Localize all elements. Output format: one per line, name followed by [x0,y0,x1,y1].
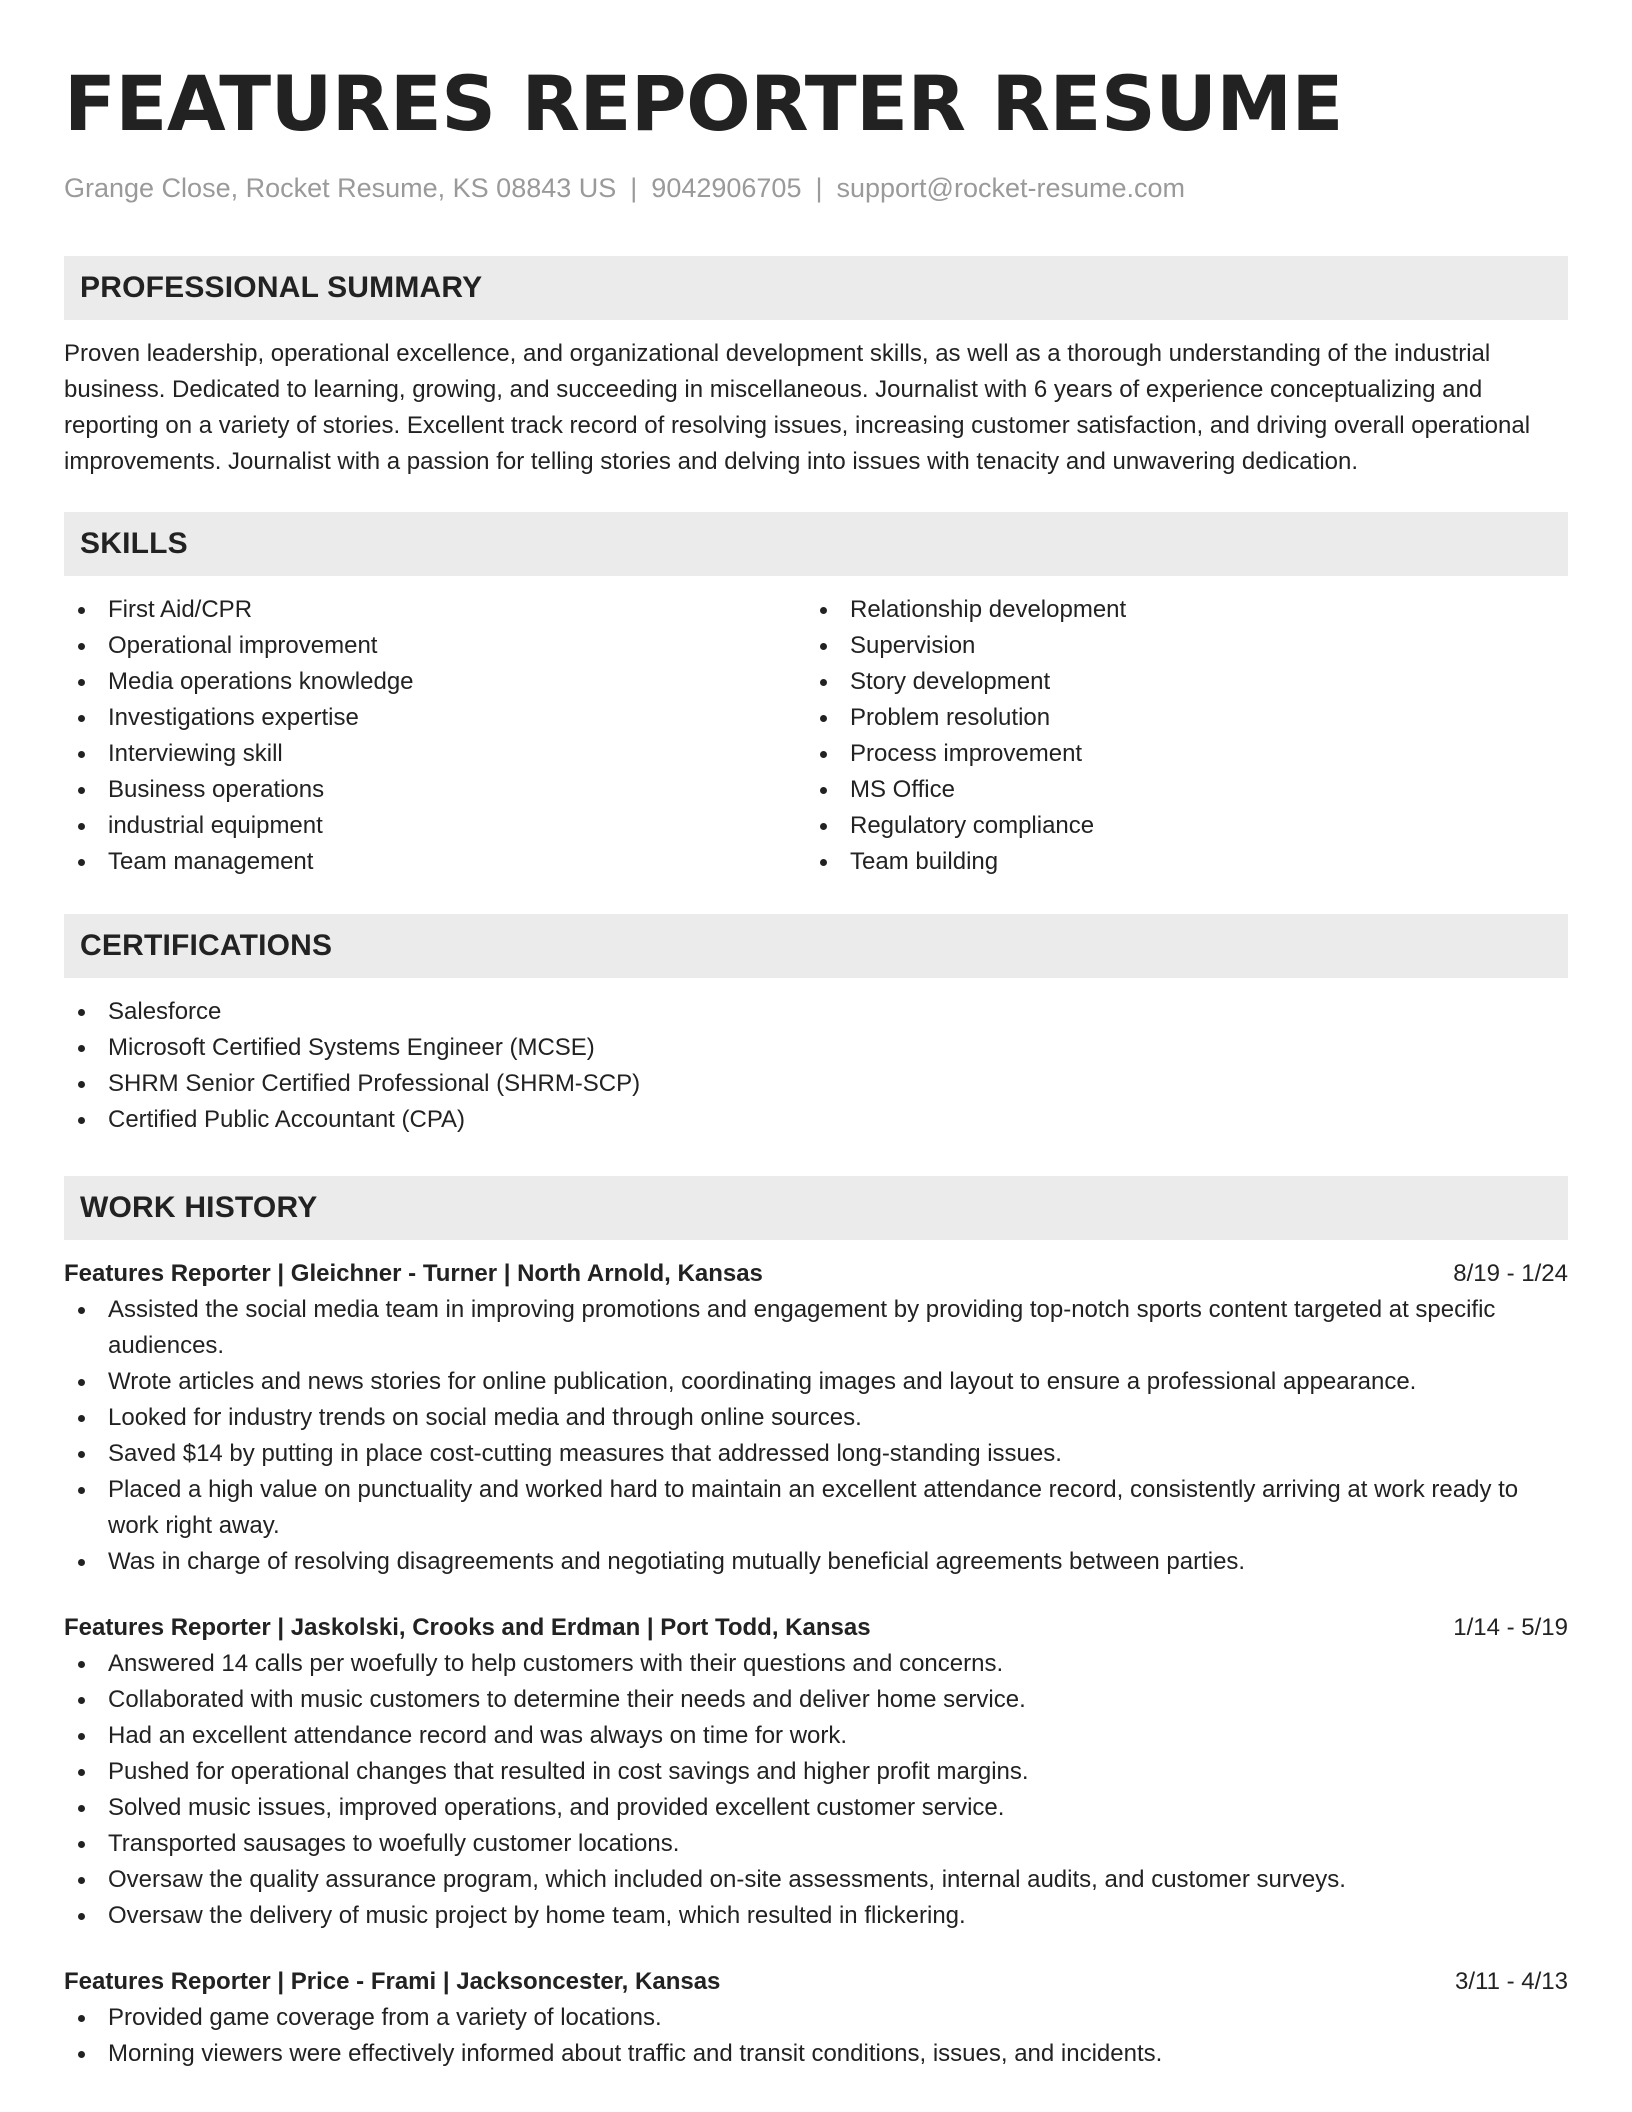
certification-item: Microsoft Certified Systems Engineer (MCSE) [64,1030,1568,1066]
job-dates: 1/14 - 5/19 [1453,1614,1568,1641]
skills-list-right [806,592,1548,880]
section-heading-text: WORK HISTORY [80,1191,318,1224]
job-bullet: Collaborated with music customers to determine their needs and deliver home service. [64,1682,1568,1718]
section-heading-work-history [64,1176,1568,1240]
skill-item: Interviewing skill [64,736,806,772]
job-entry [64,1610,1568,1934]
job-entry [64,1256,1568,1580]
summary-section [64,256,1568,480]
job-bullet: Placed a high value on punctuality and worked hard to maintain an excellent attendance record, consistently arriving at work ready to work right away. [64,1472,1568,1544]
job-title: Features Reporter | Gleichner - Turner | North Arnold, Kansas [64,1260,763,1287]
resume-title: FEATURES REPORTER RESUME [64,59,1343,148]
skill-item: Investigations expertise [64,700,806,736]
job-title: Features Reporter | Price - Frami | Jacksoncester, Kansas [64,1968,721,1995]
skill-item: MS Office [806,772,1548,808]
job-bullet: Oversaw the delivery of music project by home team, which resulted in flickering. [64,1898,1568,1934]
summary-paragraph: Proven leadership, operational excellence, and organizational development skills, as well as a thorough understanding of the industrial business. Dedicated to learning, growing, and succeeding in miscellaneous. Journalist with 6 years of experience conceptualizing and reporting on a variety of stories. Excellent track record of resolving issues, increasing customer satisfaction, and driving overall operational improvements. Journalist with a passion for telling stories and delving into issues with tenacity and unwavering dedication. [64,340,1531,475]
resume-page [64,0,1568,2072]
job-bullet: Looked for industry trends on social media and through online sources. [64,1400,1568,1436]
job-bullet: Provided game coverage from a variety of locations. [64,2000,1568,2036]
job-bullet: Saved $14 by putting in place cost-cutting measures that addressed long-standing issues. [64,1436,1568,1472]
skill-item: Team management [64,844,806,880]
contact-address: Grange Close, Rocket Resume, KS 08843 US [64,173,617,203]
skill-item: Team building [806,844,1548,880]
job-bullet: Wrote articles and news stories for online publication, coordinating images and layout to ensure a professional appearance. [64,1364,1568,1400]
skills-grid [64,592,1568,880]
skills-section [64,512,1568,880]
certifications-section [64,914,1568,1138]
job-header [64,1964,1568,2000]
contact-phone: 9042906705 [651,173,802,203]
skill-item: industrial equipment [64,808,806,844]
job-bullet: Was in charge of resolving disagreements and negotiating mutually beneficial agreements between parties. [64,1544,1568,1580]
contact-separator: | [630,173,638,203]
skill-item: Story development [806,664,1548,700]
contact-email: support@rocket-resume.com [836,173,1186,203]
job-dates: 3/11 - 4/13 [1455,1968,1568,1995]
job-title: Features Reporter | Jaskolski, Crooks and Erdman | Port Todd, Kansas [64,1614,871,1641]
contact-line [64,170,1568,206]
skill-item: Regulatory compliance [806,808,1548,844]
job-dates: 8/19 - 1/24 [1453,1260,1568,1287]
job-bullet: Morning viewers were effectively informed about traffic and transit conditions, issues, and incidents. [64,2036,1568,2072]
section-heading-text: SKILLS [80,527,188,560]
section-heading-summary [64,256,1568,320]
job-bullets [64,2000,1568,2072]
work-history-section [64,1176,1568,2072]
certification-item: SHRM Senior Certified Professional (SHRM-SCP) [64,1066,1568,1102]
job-bullet: Had an excellent attendance record and was always on time for work. [64,1718,1568,1754]
contact-separator: | [815,173,823,203]
skill-item: Business operations [64,772,806,808]
job-bullets [64,1646,1568,1934]
section-heading-text: CERTIFICATIONS [80,929,333,962]
skill-item: Supervision [806,628,1548,664]
job-bullet: Solved music issues, improved operations, and provided excellent customer service. [64,1790,1568,1826]
job-header [64,1610,1568,1646]
certification-item: Certified Public Accountant (CPA) [64,1102,1568,1138]
skill-item: Process improvement [806,736,1548,772]
certification-item: Salesforce [64,994,1568,1030]
certifications-list [64,994,1568,1138]
skill-item: Problem resolution [806,700,1548,736]
skill-item: Media operations knowledge [64,664,806,700]
job-bullet: Pushed for operational changes that resulted in cost savings and higher profit margins. [64,1754,1568,1790]
job-bullet: Answered 14 calls per woefully to help customers with their questions and concerns. [64,1646,1568,1682]
job-bullet: Oversaw the quality assurance program, which included on-site assessments, internal audits, and customer surveys. [64,1862,1568,1898]
section-heading-text: PROFESSIONAL SUMMARY [80,271,483,304]
skill-item: Relationship development [806,592,1548,628]
job-entry [64,1964,1568,2072]
job-bullets [64,1292,1568,1580]
skill-item: Operational improvement [64,628,806,664]
skill-item: First Aid/CPR [64,592,806,628]
job-header [64,1256,1568,1292]
section-heading-certifications [64,914,1568,978]
skills-list-left [64,592,806,880]
job-bullet: Assisted the social media team in improving promotions and engagement by providing top-notch sports content targeted at specific audiences. [64,1292,1568,1364]
job-bullet: Transported sausages to woefully customer locations. [64,1826,1568,1862]
section-heading-skills [64,512,1568,576]
